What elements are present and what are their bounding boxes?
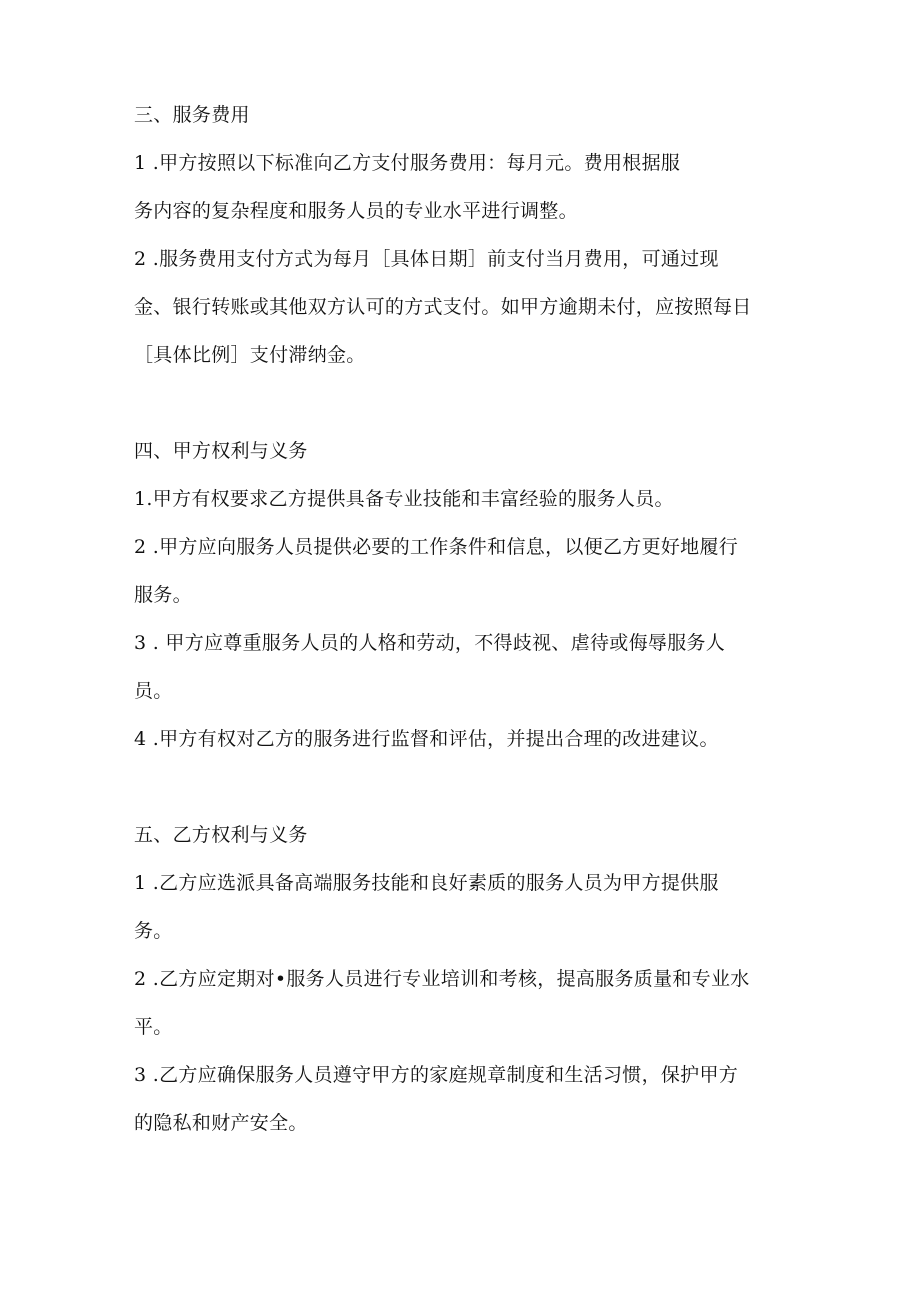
fees-clause-2-line-2: 金、银行转账或其他双方认可的方式支付。如甲方逾期未付，应按照每日 xyxy=(134,296,752,318)
party-a-clause-2-line-2: 服务。 xyxy=(134,584,192,606)
party-a-clause-2-line-1: 2 .甲方应向服务人员提供必要的工作条件和信息，以便乙方更好地履行 xyxy=(134,536,739,558)
party-a-clause-3-line-1: 3 . 甲方应尊重服务人员的人格和劳动，不得歧视、虐待或侮辱服务人 xyxy=(134,632,726,654)
party-b-clause-3-line-2: 的隐私和财产安全。 xyxy=(134,1112,308,1134)
fees-clause-1-line-1: 1 .甲方按照以下标准向乙方支付服务费用：每月元。费用根据服 xyxy=(134,152,681,174)
fees-clause-1-line-2: 务内容的复杂程度和服务人员的专业水平进行调整。 xyxy=(134,200,578,222)
party-a-clause-3-line-2: 员。 xyxy=(134,680,173,702)
section-heading-party-a: 四、甲方权利与义务 xyxy=(134,440,308,462)
section-heading-fees: 三、服务费用 xyxy=(134,104,250,126)
party-b-clause-2-line-1: 2 .乙方应定期对•服务人员进行专业培训和考核，提高服务质量和专业水 xyxy=(134,968,750,990)
party-b-clause-1-line-1: 1 .乙方应选派具备高端服务技能和良好素质的服务人员为甲方提供服 xyxy=(134,872,719,894)
party-b-clause-2-line-2: 平。 xyxy=(134,1016,173,1038)
fees-clause-2-line-1: 2 .服务费用支付方式为每月［具体日期］前支付当月费用，可通过现 xyxy=(134,248,719,270)
party-b-clause-1-line-2: 务。 xyxy=(134,920,173,942)
party-a-clause-1: 1.甲方有权要求乙方提供具备专业技能和丰富经验的服务人员。 xyxy=(134,488,674,510)
section-heading-party-b: 五、乙方权利与义务 xyxy=(134,824,308,846)
fees-clause-2-line-3: ［具体比例］支付滞纳金。 xyxy=(134,344,366,366)
party-a-clause-4: 4 .甲方有权对乙方的服务进行监督和评估，并提出合理的改进建议。 xyxy=(134,728,719,750)
party-b-clause-3-line-1: 3 .乙方应确保服务人员遵守甲方的家庭规章制度和生活习惯，保护甲方 xyxy=(134,1064,739,1086)
